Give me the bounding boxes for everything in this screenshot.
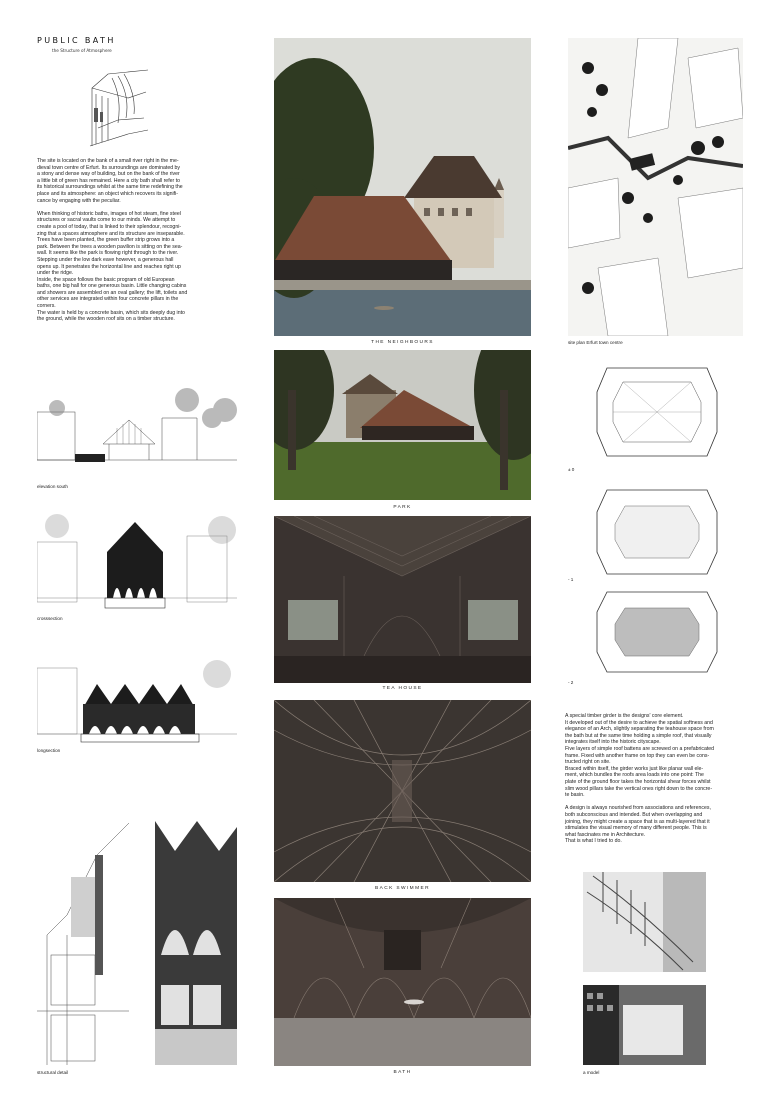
caption-crosssection: crosssection [37, 616, 63, 621]
model-photo-interior [583, 985, 706, 1065]
render-back-swimmer [274, 700, 531, 882]
structural-detail-drawing [37, 815, 237, 1067]
intro-paragraph: The site is located on the bank of a small river right in the me- dieval town centre of Erfurt. Its surroundings are dominated by a stony and dense way of building, but on the bank of the river a little bit of green has remained. Here a city bath shall refer to its historical surroundings whilst at the same time redefining the place and its atmosphere: an object which recovers its signifi- cance by engaging with the peculiar. When thinking of historic baths, images of hot steam, fine steel structures or sacral vaults come to our minds. We attempt to create a pool of today, that is linked to their splendour, recogni- zing that a spaces atmosphere and its structure are inseparable. Trees have been planted, the green buffer strip grows into a park. Between the trees a wooden pavilion is sitting on the sea- wall. It seems like the park is flowing right through to the river. Stepping under the low dark eave however, a generous hall opens up. It penetrates the horizontal line and reaches right up under the ridge. Inside, the space follows the basic program of old European baths, one big hall for one generous basin. Little changing cabins and showers are assembled on an oval gallery; the lift, toilets and other services are integrated within four concrete pillars in the corners. The water is held by a concrete basin, which sits deeply dug into the ground, while the wooden roof sits on a timber structure. [37, 158, 188, 323]
caption-plan-2: - 2 [568, 680, 574, 685]
plan-level-0 [595, 362, 719, 462]
caption-back-swimmer: BACK SWIMMER [375, 886, 430, 891]
page-title: PUBLIC BATH [37, 36, 116, 45]
caption-plan-1: - 1 [568, 577, 574, 582]
render-the-neighbours [274, 38, 531, 336]
site-plan-drawing [568, 38, 743, 336]
crosssection-drawing [37, 512, 237, 612]
caption-plan-0: ± 0 [568, 467, 575, 472]
caption-park: PARK [393, 505, 412, 510]
girder-text-block [565, 713, 755, 845]
caption-longsection: longsection [37, 748, 61, 753]
girder-paragraph: A special timber girder is the designs' core element. It developed out of the desire to achieve the spatial softness and elegance of an Arch, slightly separating the teahouse space from the bath but at the same time holding a simple roof, that visually integrates itself into the historic cityscape. Five layers of simple roof battens are screwed on a prefabricated frame. Fixed with another frame on top they can even be cons- tructed right on site. Braced within itself, the girder works just like planar wall ele- ment, which bundles the roofs area loads into one point: The plate of the ground floor takes the horizontal shear forces whilst slim wood pillars take the vertical ones right down to the concre- te basin. A design is always nourished from associations and references, both subconscious and intended. But when overlapping and joining, they might create a space that is as multi-layered that it stimulates the visual memory of many different people. This is what fascinates me in Architecture. That is what I tried to do. [565, 713, 715, 845]
caption-the-neighbours: THE NEIGHBOURS [371, 340, 434, 345]
plan-level-minus-2 [595, 588, 719, 676]
caption-tea-house: TEA HOUSE [382, 686, 423, 691]
page-subtitle: the Structure of Atmosphere [52, 48, 112, 53]
caption-bath: BATH [393, 1070, 412, 1075]
caption-elevation: elevation south [37, 484, 68, 489]
render-park [274, 350, 531, 500]
render-bath [274, 898, 531, 1066]
plan-level-minus-1 [595, 486, 719, 578]
caption-model: a model [583, 1070, 600, 1075]
longsection-drawing [37, 648, 237, 744]
elevation-south-drawing [37, 388, 237, 480]
render-tea-house [274, 516, 531, 683]
intro-text-block [37, 158, 237, 323]
model-photo-girder [583, 872, 706, 972]
perspective-sketch [88, 68, 150, 148]
caption-structural-detail: structural detail [37, 1070, 69, 1075]
caption-site-plan: site plan Erfurt town centre [568, 340, 623, 345]
